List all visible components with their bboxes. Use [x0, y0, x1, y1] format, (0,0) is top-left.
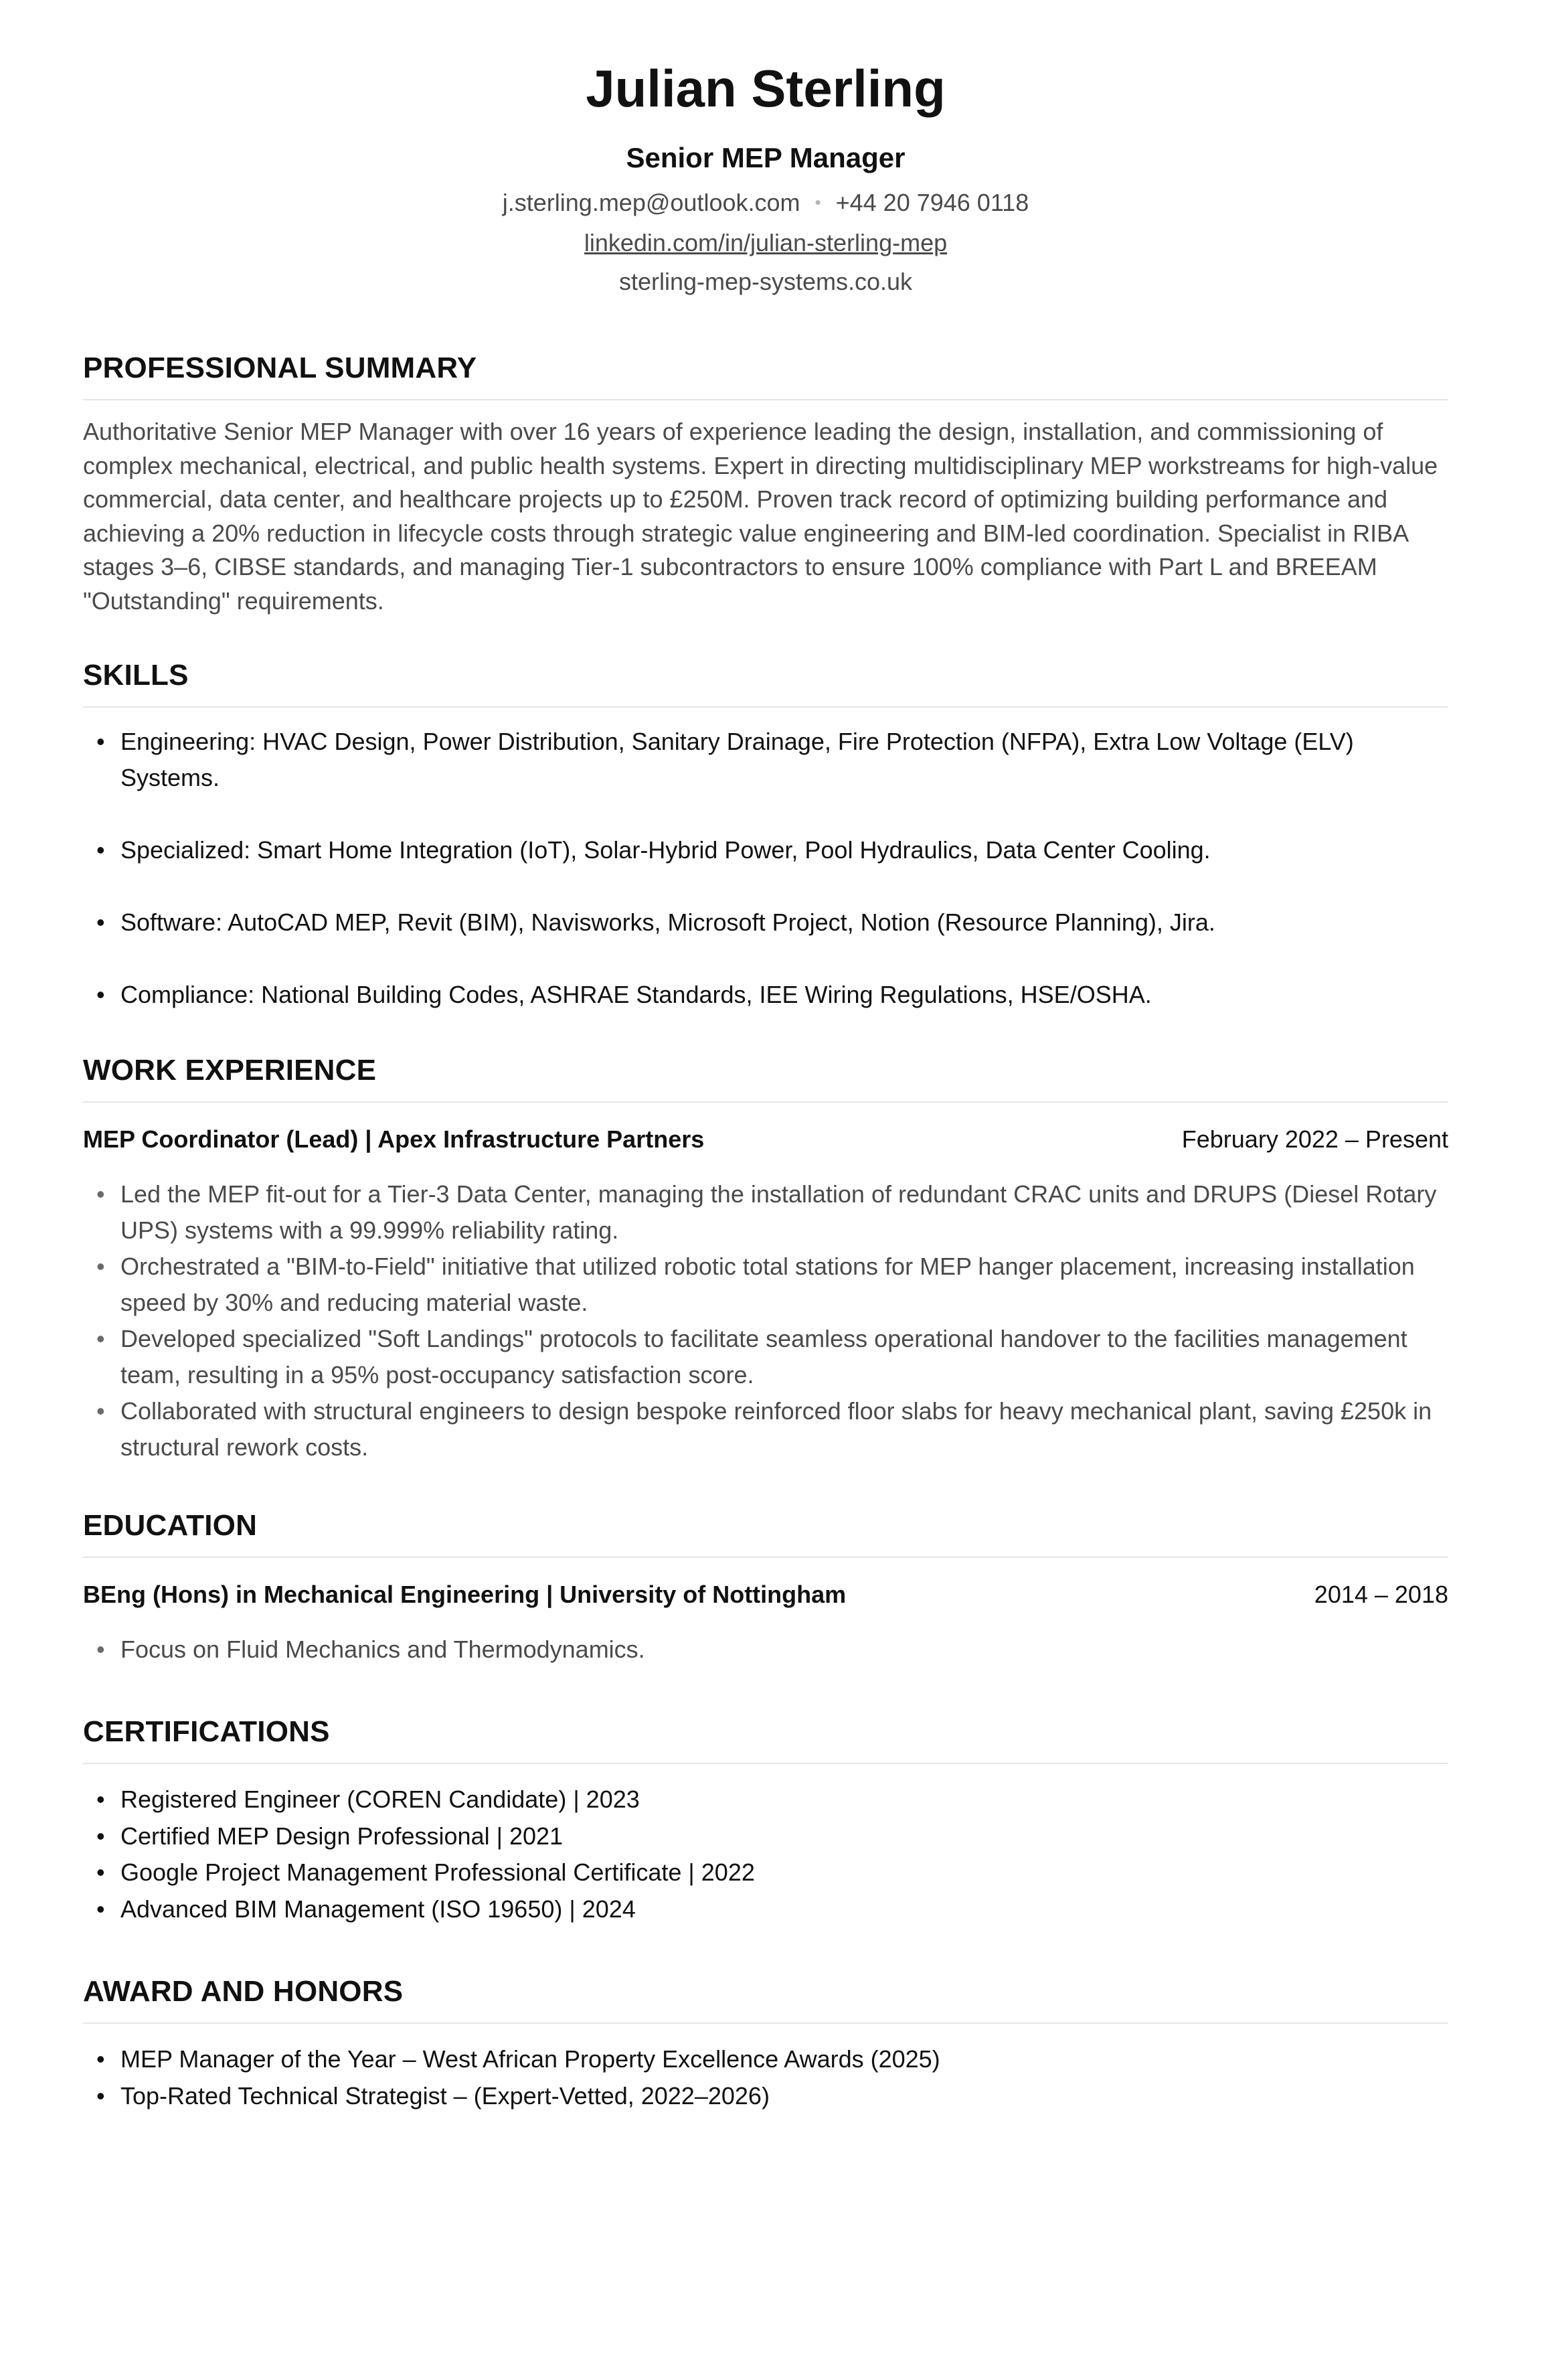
list-item: • Orchestrated a "BIM-to-Field" initiative that utilized robotic total stations for MEP hanger placement, increasing installation speed by 30% and reducing material waste. — [83, 1249, 1448, 1321]
skills-list — [83, 724, 1448, 1013]
certification-item: • Google Project Management Professional Certificate | 2022 — [83, 1854, 1448, 1891]
section-education — [83, 1506, 1448, 1668]
section-certifications — [83, 1712, 1448, 1927]
job-entry — [83, 1123, 1448, 1465]
degree-title: BEng (Hons) in Mechanical Engineering | University of Nottingham — [83, 1581, 847, 1609]
section-heading-skills: SKILLS — [83, 655, 1448, 708]
contact-block — [83, 183, 1448, 301]
job-bullets — [83, 1176, 1448, 1465]
list-item: • Focus on Fluid Mechanics and Thermodynamics. — [83, 1632, 1448, 1668]
candidate-title: Senior MEP Manager — [626, 142, 906, 173]
certification-item: • Certified MEP Design Professional | 2021 — [83, 1818, 1448, 1855]
awards-list — [83, 2041, 1448, 2114]
resume-header — [83, 0, 1448, 301]
section-heading-certifications: CERTIFICATIONS — [83, 1712, 1448, 1764]
award-item: • Top-Rated Technical Strategist – (Expert-Vetted, 2022–2026) — [83, 2078, 1448, 2115]
certification-item: • Registered Engineer (COREN Candidate) | 2023 — [83, 1781, 1448, 1818]
section-summary — [83, 348, 1448, 618]
linkedin-link[interactable]: linkedin.com/in/julian-sterling-mep — [584, 229, 948, 257]
phone-number[interactable]: +44 20 7946 0118 — [835, 189, 1029, 216]
section-heading-awards: AWARD AND HONORS — [83, 1972, 1448, 2024]
skill-item-specialized: • Specialized: Smart Home Integration (IoT), Solar-Hybrid Power, Pool Hydraulics, Data Center Cooling. — [83, 832, 1448, 868]
list-item: • Led the MEP fit-out for a Tier-3 Data Center, managing the installation of redundant CRAC units and DRUPS (Diesel Rotary UPS) systems with a 99.999% reliability rating. — [83, 1176, 1448, 1249]
certifications-list — [83, 1781, 1448, 1927]
award-item: • MEP Manager of the Year – West African Property Excellence Awards (2025) — [83, 2041, 1448, 2078]
certification-item: • Advanced BIM Management (ISO 19650) | 2024 — [83, 1891, 1448, 1928]
website-link[interactable]: sterling-mep-systems.co.uk — [618, 268, 913, 296]
education-bullets — [83, 1632, 1448, 1668]
section-heading-education: EDUCATION — [83, 1506, 1448, 1558]
contact-line-linkedin — [83, 224, 1448, 262]
list-item: • Collaborated with structural engineers to design bespoke reinforced floor slabs for heavy mechanical plant, saving £250k in structural rework costs. — [83, 1393, 1448, 1465]
education-date: 2014 – 2018 — [1314, 1581, 1448, 1609]
contact-line-email-phone — [83, 183, 1448, 224]
section-heading-summary: PROFESSIONAL SUMMARY — [83, 348, 1448, 400]
summary-text: Authoritative Senior MEP Manager with over 16 years of experience leading the design, installation, and commissioning of complex mechanical, electrical, and public health systems. Expert in directing multidisciplinary MEP workstreams for high-value commercial, data center, and healthcare projects up to £250M. Proven track record of optimizing building performance and achieving a 20% reduction in lifecycle costs through strategic value engineering and BIM-led coordination. Specialist in RIBA stages 3–6, CIBSE standards, and managing Tier-1 subcontractors to ensure 100% compliance with Part L and BREEAM "Outstanding" requirements. — [83, 418, 1438, 615]
candidate-name: Julian Sterling — [586, 59, 946, 118]
job-date: February 2022 – Present — [1181, 1125, 1448, 1154]
job-title: MEP Coordinator (Lead) | Apex Infrastructure Partners — [83, 1125, 705, 1154]
contact-separator: • — [815, 192, 821, 213]
skill-item-engineering: • Engineering: HVAC Design, Power Distribution, Sanitary Drainage, Fire Protection (NFPA), Extra Low Voltage (ELV) Systems. — [83, 724, 1448, 796]
job-header — [83, 1123, 1448, 1156]
email-address[interactable]: j.sterling.mep@outlook.com — [502, 189, 800, 216]
list-item: • Developed specialized "Soft Landings" protocols to facilitate seamless operational handover to the facilities management team, resulting in a 95% post-occupancy satisfaction score. — [83, 1321, 1448, 1393]
education-header — [83, 1578, 1448, 1611]
section-experience — [83, 1050, 1448, 1465]
section-skills — [83, 655, 1448, 1013]
education-entry — [83, 1578, 1448, 1668]
contact-line-website — [83, 262, 1448, 301]
section-awards — [83, 1972, 1448, 2114]
section-heading-experience: WORK EXPERIENCE — [83, 1050, 1448, 1103]
skill-item-compliance: • Compliance: National Building Codes, ASHRAE Standards, IEE Wiring Regulations, HSE/OSHA. — [83, 977, 1448, 1013]
skill-item-software: • Software: AutoCAD MEP, Revit (BIM), Navisworks, Microsoft Project, Notion (Resource Planning), Jira. — [83, 904, 1448, 941]
